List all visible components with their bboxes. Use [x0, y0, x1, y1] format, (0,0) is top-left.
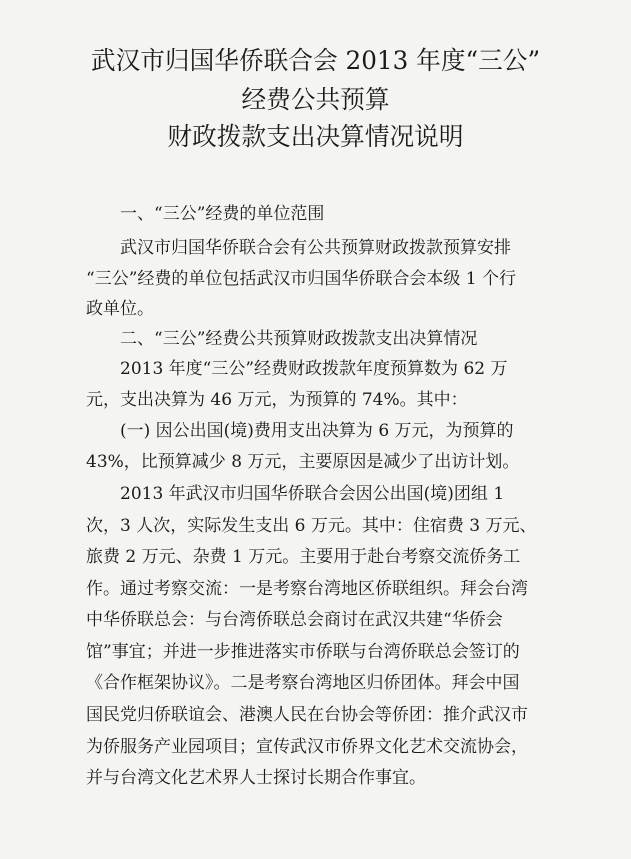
- section-heading-2: 二、“三公”经费公共预算财政拨款支出决算情况: [120, 329, 478, 349]
- paragraph-line: (一) 因公出国(境)费用支出决算为 6 万元，为预算的: [120, 421, 514, 441]
- paragraph-line: 元，支出决算为 46 万元，为预算的 74%。其中：: [86, 390, 468, 410]
- paragraph-line: 为侨服务产业园项目；宣传武汉市侨界文化艺术交流协会，: [86, 737, 528, 757]
- paragraph-line: 政单位。: [86, 299, 154, 319]
- paragraph-line: 旅费 2 万元、杂费 1 万元。主要用于赴台考察交流侨务工: [86, 547, 521, 567]
- paragraph-line: 中华侨联总会：与台湾侨联总会商讨在武汉共建“华侨会: [86, 610, 503, 630]
- document-title-line-3: 财政拨款支出决算情况说明: [167, 122, 464, 151]
- document-title-line-1: 武汉市归国华侨联合会 2013 年度“三公”: [90, 46, 541, 75]
- paragraph-line: 作。通过考察交流：一是考察台湾地区侨联组织。拜会台湾: [86, 579, 528, 599]
- paragraph-line: 国民党归侨联谊会、港澳人民在台协会等侨团：推介武汉市: [86, 705, 528, 725]
- paragraph-line: “三公”经费的单位包括武汉市归国华侨联合会本级 1 个行: [86, 269, 517, 289]
- paragraph-line: 《合作框架协议》。二是考察台湾地区归侨团体。拜会中国: [86, 673, 520, 693]
- document-title-line-2: 经费公共预算: [241, 85, 390, 114]
- paragraph-line: 馆”事宜；并进一步推进落实市侨联与台湾侨联总会签订的: [86, 642, 520, 662]
- paragraph-line: 并与台湾文化艺术界人士探讨长期合作事宜。: [86, 768, 426, 788]
- paragraph-line: 次，3 人次，实际发生支出 6 万元。其中：住宿费 3 万元、: [86, 516, 537, 536]
- paragraph-line: 武汉市归国华侨联合会有公共预算财政拨款预算安排: [120, 238, 511, 258]
- paragraph-line: 43%，比预算减少 8 万元，主要原因是减少了出访计划。: [86, 452, 520, 472]
- paragraph-line: 2013 年武汉市归国华侨联合会因公出国(境)团组 1: [120, 484, 505, 504]
- section-heading-1: 一、“三公”经费的单位范围: [120, 204, 325, 224]
- paragraph-line: 2013 年度“三公”经费财政拨款年度预算数为 62 万: [120, 359, 508, 379]
